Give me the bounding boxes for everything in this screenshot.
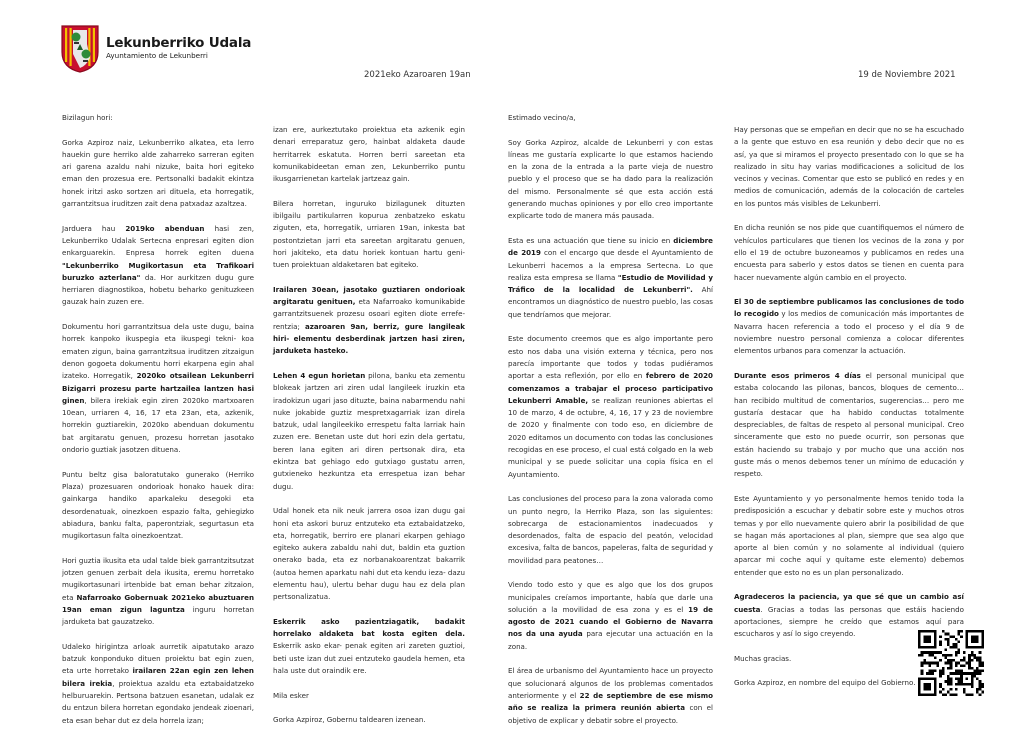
bold-text: Agradeceros la paciencia, ya que sé que un cambio así cuesta [734,592,964,614]
text-run: pilona, banku eta zementu blokeak jartzen ari ziren udal langileek iruzkin eta iradokizun ugari jaso dituzte, baina nabarmendu nahi nuke jokabide guztiz mespretxagarriak izan direla batzuk, udal langileekiko errespetu falta larriak hain zuzen ere. Benetan uste dut hori ezin dela gertatu, beren lana egiten ari diren pertsonak dira, eta ekintza bat gehiago edo gutxiago gustatu arren, gutxieneko hezkuntza eta errespetua izan behar dugu. [273,370,465,491]
text-run: Eskerrik asko ekar- penak egiten ari zareten guztioi, beti uste izan dut zuei entzuteko gaudela hemen, eta hala uste dut oraindik ere. [273,641,465,676]
qr-module [968,664,971,667]
qr-module [939,651,942,654]
qr-module [958,670,961,673]
qr-module [955,670,958,673]
text-run: Hori guztia ikusita eta udal talde biek garrantzitsutzat jotzen genuen zerbait dela ikusita, eremu horretako mugikortasunari irtenbide bat eman behar zitzaion, eta [62,555,254,602]
paragraph [273,370,465,493]
paragraph: Este Ayuntamiento y yo personalmente hemos tenido toda la predisposición a escuchar y debatir sobre este y muchos otros temas y por ello nuevamente quiero abrir la posibilidad de que se hagan más aportaciones al plan, siempre que sea algo que aporte al bien común y no solamente al individual (quiero aparcar mi coche aquí y quítame este elemento) debemos entender que esto no es un plan personalizado. [734,493,964,577]
qr-module [931,672,934,675]
qr-module [955,643,958,646]
qr-module [952,659,955,662]
qr-module [979,672,982,675]
qr-module [926,651,929,654]
bold-text: azaroaren 9an, berriz, gure langileak hiri- elementu desberdinak jartzen hasi ziren, jarduketa hasteko. [273,321,465,356]
qr-module [981,683,984,686]
qr-module [944,654,947,657]
bold-text: 2020ko otsailean Lekunberri Bizigarri prozesu parte hartzailea lantzen hasi ginen [62,371,254,405]
qr-module [976,672,979,675]
qr-module [942,630,945,633]
qr-module [979,693,982,696]
qr-module [979,662,982,665]
qr-module [936,662,939,665]
qr-module [944,693,947,696]
qr-module [958,680,961,683]
qr-module [939,672,942,675]
bold-text: El 30 de septiembre publicamos las conclusiones de todo lo recogido [734,297,964,319]
qr-module [939,670,942,673]
qr-module [926,662,929,665]
text-run: El área de urbanismo del Ayuntamiento hace un proyecto que solucionará algunos de los problemas comentados anteriormente y el [508,666,713,700]
qr-module [955,638,958,641]
qr-module [923,662,926,665]
qr-module [971,654,974,657]
bold-text: febrero de 2020 comenzamos a trabajar el proceso participativo Lekunberri Amable, [508,371,713,405]
paragraph [62,555,254,629]
qr-module [966,693,969,696]
qr-module [971,667,974,670]
text-run: con el objetivo de explicar y debatir sobre el proyecto. [508,703,713,725]
qr-module [939,685,942,688]
qr-module [963,656,966,659]
qr-module [921,670,924,673]
qr-module [942,693,945,696]
qr-module [947,662,950,665]
qr-module [979,670,982,673]
qr-module [942,670,945,673]
qr-module [947,678,950,681]
org-subtitle: Ayuntamiento de Lekunberri [106,51,208,60]
qr-module [921,651,924,654]
qr-module [979,659,982,662]
text-run: el personal municipal que estaba colocando las pilonas, bancos, bloques de cemento… han recibido multitud de comentarios, sugerencias… pero me gustaría destacar que ha habido conductas totalmente despreciables, de faltas de respeto al personal municipal. Creo sinceramente que esto no puede ocurrir, son personas que están haciendo su trabajo y por mucho que una acción nos guste más o menos debemos tener un mínimo de educación y respeto. [734,370,965,479]
qr-module [929,672,932,675]
qr-module [947,659,950,662]
paragraph [734,296,964,357]
qr-module [950,635,953,638]
qr-module [934,651,937,654]
qr-module [981,670,984,673]
spanish-letter-column-1 [508,112,713,739]
paragraph: En dicha reunión se nos pide que cuantifiquemos el número de vehículos particulares que tienen los vecinos de la zona y por ello el 19 de octubre buzoneamos y publicamos en redes una encuesta para saberlo y estos datos se tienen en cuenta para hacer nuevamente algún cambio en el proyecto. [734,223,964,282]
qr-module [939,691,942,694]
paragraph: Las conclusiones del proceso para la zona valorada como un punto negro, la Herriko Plaza, son las siguientes: sobrecarga de estacionamientos inadecuados y desordenados, falta de espacio del peatón, velocidad excesiva, falta de bancos, papeleras, falta de seguridad y movilidad para peatones… [508,494,714,565]
qr-module [942,667,945,670]
qr-module [973,656,976,659]
qr-module [979,651,982,654]
qr-module [944,656,947,659]
qr-module [931,654,934,657]
text-run: hasi zen, Lekunberriko Udalak Sertecna enpresari egiten dion enkarguarekin. Enpresa horrek egiten duena [62,223,255,258]
qr-module [979,685,982,688]
qr-module [939,683,942,686]
qr-module [934,670,937,673]
qr-module [944,662,947,665]
qr-module [929,664,932,667]
qr-module [931,651,934,654]
qr-module [976,691,979,694]
qr-module [958,651,961,654]
text-run: para ejecutar una actuación en la zona. [508,629,713,651]
qr-module [955,664,958,667]
qr-module [976,688,979,691]
qr-module [960,630,963,633]
text-run: da. Hor aurkitzen dugu gure herriaren diagnostikoa, hobetu beharko genituzkeen gauzak hain zuzen ere. [62,272,255,307]
qr-module [926,672,929,675]
paragraph: Bilera horretan, inguruko bizilagunek dituzten ibilgailu partikularren kopurua zenbatzeko eskatu ziguten, eta, horregatik, urriaren 19an, inkesta bat postontzietan jarri eta sareetan argitaratu genuen, hori jakiteko, eta datu horiek kontuan hartu geni- tuen proiektuan aldaketaren bat egiteko. [273,198,465,270]
qr-module [950,654,953,657]
qr-module [971,693,974,696]
qr-module [968,662,971,665]
text-run: Dokumentu hori garrantzitsua dela uste dugu, baina horrek kanpoko ikuspegia eta ikuspegi tekni- koa ematen zigun, baina garrantzitsua iruditzen zitzaigun denon gogoeta dokumentu horri ekarpena egin ahal izateko. Horregatik, [62,322,254,381]
paragraph [508,235,713,321]
qr-module [947,633,950,636]
qr-module [960,635,963,638]
qr-module [942,654,945,657]
paragraph: Hay personas que se empeñan en decir que no se ha escuchado a la gente que estuvo en esa reunión y debo decir que no es así, ya que si miramos el proyecto presentado con lo que se ha realizado in situ hay varias modificaciones a solicitud de los vecinos y vecinas. Comentar que esto se publicó en redes y en medios de comunicación, además de la colocación de carteles en los puntos más visibles de Lekunberri. [734,125,964,208]
qr-module [950,678,953,681]
qr-module [947,680,950,683]
qr-module [968,659,971,662]
qr-module [918,654,921,657]
qr-code-icon[interactable] [918,630,984,696]
qr-module [973,672,976,675]
paragraph: Soy Gorka Azpiroz, alcalde de Lekunberri y con estas líneas me gustaría explicarte lo que estamos haciendo en la zona de la entrada a la parte vieja de nuestro pueblo y el proceso que se ha dado para la realización del mismo. Personalmente sé que esta acción está generando muchas opiniones y por ello creo importante explicarte todo de manera más pausada. [508,137,713,221]
bold-text: "Lekunberriko Mugikortasun eta Trafikoari buruzko azterlana" [62,260,254,282]
paragraph: izan ere, aurkeztutako proiektua eta azkenik egin denari erreparatuz gero, hainbat aldaketa daude herritarrek eskatuta. Horren berri sareetan eta komunikabideetan eman zen, Lekunberriko puntu ikusgarrienetan kartelak jartzeaz gain. [273,125,465,184]
qr-module [971,659,974,662]
paragraph: Gorka Azpiroz naiz, Lekunberriko alkatea, eta lerro hauekin gure herriko alde zaharreko sarreran egiten ari garena azaldu nahi nizuke, baita hori egiteko eman den prozesua ere. Pertsonalki badakit ekintza honek iritzi asko sortzen ari dituela, eta horregatik, garrantzitsua iruditzen zait dena patxadaz azaltzea. [62,137,254,209]
qr-module [960,659,963,662]
text-run: Este documento creemos que es algo importante pero esto nos daba una visión externa y técnica, pero nos parecía importante que todos y todas pudiéramos aportar a esta reflexión, por ello en [508,334,713,381]
qr-module [934,656,937,659]
bold-text: Lehen 4 egun horietan [273,370,366,380]
paragraph [273,616,465,677]
qr-module [955,646,958,649]
qr-module [963,691,966,694]
qr-module [976,659,979,662]
qr-module [934,662,937,665]
qr-module [929,654,932,657]
qr-module [944,648,947,651]
qr-module [952,693,955,696]
qr-module [963,664,966,667]
qr-module [971,685,974,688]
qr-module [963,659,966,662]
greeting: Estimado vecino/a, [508,113,576,122]
qr-module [971,651,974,654]
qr-module [929,651,932,654]
org-name: Lekunberriko Udala [106,35,252,51]
qr-module [976,656,979,659]
qr-module [976,678,979,681]
paragraph [508,333,713,481]
qr-module [939,641,942,644]
date-basque: 2021eko Azaroaren 19an [364,70,471,80]
qr-module [936,651,939,654]
qr-module [968,654,971,657]
qr-module [923,683,931,691]
bold-text: Nafarroako Gobernuak 2021eko abuztuaren 19an eman zigun laguntza [62,592,255,614]
greeting: Bizilagun hori: [62,113,113,122]
qr-module [960,664,963,667]
qr-module [947,691,950,694]
paragraph [62,321,254,456]
text-run: Jarduera hau [62,223,126,233]
bold-text: Durante esos primeros 4 días [734,370,861,380]
qr-module [947,667,950,670]
qr-module [958,630,961,633]
qr-module [960,670,963,673]
qr-module [952,635,955,638]
date-spanish: 19 de Noviembre 2021 [858,70,956,80]
qr-module [955,678,958,681]
qr-module [923,635,931,643]
qr-module [958,641,961,644]
qr-module [966,662,969,665]
qr-module [971,635,979,643]
paragraph [734,370,964,481]
text-run: se realizan reuniones abiertas el 10 de marzo, 4 de octubre, 4, 16, 17 y 23 de noviembre de 2020 y finalmente con todo eso, en diciembre de 2020 editamos un documento con todas las conclusiones recogidas en ese proceso, el cual está colgado en la web municipal y se puede solicitar una copia física en el Ayuntamiento. [508,395,713,479]
qr-module [955,654,958,657]
qr-module [921,654,924,657]
text-run: inguru horretan jarduketa bat gauzatzeko. [62,604,254,627]
text-run: , proiektua azaldu eta eztabaidatzeko helburuarekin. Pertsona batzuen esanetan, udalak ez du entzun bilera horretan egondako jendeak zioenari, eta esan behar dut ez dela horrela izan; [62,678,255,725]
text-run: Ahí encontramos un diagnóstico de nuestro pueblo, las cosas que tendríamos que mejorar. [508,285,713,319]
qr-module [958,683,961,686]
qr-module [950,680,953,683]
bold-text: "Estudio de Movilidad y Tráfico de la localidad de Lekunberri". [508,272,713,295]
qr-module [976,670,979,673]
qr-module [973,675,976,678]
qr-module [981,685,984,688]
qr-module [939,675,942,678]
qr-module [958,672,961,675]
qr-module [979,680,982,683]
text-run: eta Nafarroako komunikabide garrantzitsuenek prozesu osoari egiten diote errefe- rentzia; [273,297,465,331]
text-run: Viendo todo esto y que es algo que los dos grupos municipales creíamos importante, había que darle una solución a la movilidad de esa zona y es el [508,580,713,614]
paragraph: Udal honek eta nik neuk jarrera osoa izan dugu gai honi eta askori buruz entzuteko eta eztabaidatzeko, eta, horregatik, berriro ere planari ekarpen gehiago egiteko aukera zabaldu nahi dut, baldin eta guztion onerako bada, eta ez norbanakoarentzat bakarrik (autoa hemen aparkatu nahi dut eta kendu ieza- dazu elementu hau), ulertu behar dugu hau ez dela plan pertsonalizatua. [273,506,465,602]
qr-module [923,659,926,662]
qr-module [921,664,924,667]
bold-text: 22 de septiembre de ese mismo año se realiza la primera reunión abierta [508,690,713,713]
qr-module [931,662,934,665]
bold-text: diciembre de 2019 [508,235,713,258]
qr-module [963,688,966,691]
qr-module [947,638,950,641]
bold-text: 19 de agosto de 2021 cuando el Gobierno de Navarra nos da una ayuda [508,604,713,639]
bold-text: 2019ko abenduan [125,223,205,233]
qr-module [963,651,966,654]
bold-text: Irailaren 30ean, jasotako guztiaren ondorioak argitaratu genituen, [273,284,465,307]
qr-module [952,646,955,649]
qr-module [952,643,955,646]
qr-module [976,667,979,670]
paragraph: Puntu beltz gisa baloratutako gunerako (Herriko Plaza) prozesuaren ondorioak honako hauek dira: gainkarga handiko aparkaleku desegoki eta desordenatuak, oinezkoen espazio falta, gehiegizko abiadura, banku falta, paperontziak, segurtasun eta mugikortasun falta oinezkoentzat. [62,469,254,541]
qr-module [952,672,955,675]
qr-module [944,633,947,636]
closing: Mila esker [273,690,309,700]
qr-module [931,670,934,673]
signature: Gorka Azpiroz, en nombre del equipo del Gobierno. [734,678,916,688]
qr-module [944,680,947,683]
qr-module [979,683,982,686]
qr-module [947,654,950,657]
text-run: Udaleko hirigintza arloak aurretik aipatutako arazo batzuk konponduko dituen proiektu bat egin zuen, eta urte horretako [62,641,254,676]
qr-module [929,670,932,673]
qr-module [955,662,958,665]
spanish-letter-column-2 [734,124,964,702]
text-run: Esta es una actuación que tiene su inicio en [508,235,674,245]
qr-module [921,672,924,675]
text-run: con el encargo que desde el Ayuntamiento de Lekunberri hacemos a la empresa Sertecna. Lo que realiza esta empresa se llama [508,248,713,282]
text-run: . Gracias a todas las personas que estáis haciendo aportaciones, siempre he creído que estamos aquí para escucharos y así lo sigo creyendo. [734,604,964,639]
organization-brand [106,36,251,60]
qr-module [947,641,950,644]
paragraph [62,223,254,309]
text-run: , bilera irekiak egin ziren 2020ko martxoaren 10ean, urriaren 4, 16, 17 eta 23an, eta, azkenik, horrekin guztiarekin, 2020ko abenduan dokumentu bat argitaratu genuen, prozesu horretan jasotako ondorio guztiak jasotzen dituena. [62,395,254,455]
qr-module [968,693,971,696]
paragraph [508,665,713,726]
qr-module [973,654,976,657]
qr-module [923,651,926,654]
qr-module [950,688,953,691]
bold-text: irailaren 22an egin zen lehen bilera irekia [62,666,254,688]
qr-module [947,683,950,686]
qr-module [939,635,942,638]
qr-module [979,688,982,691]
qr-module [936,664,939,667]
qr-module [944,638,947,641]
qr-module [950,659,953,662]
basque-letter-column-2 [273,124,465,739]
qr-module [939,659,942,662]
qr-module [955,651,958,654]
qr-module [973,670,976,673]
qr-module [950,667,953,670]
qr-module [947,675,950,678]
qr-module [955,693,958,696]
qr-module [958,662,961,665]
qr-module [958,648,961,651]
qr-module [958,678,961,681]
paragraph [62,641,254,727]
qr-module [942,688,945,691]
paragraph [273,284,465,358]
qr-module [968,656,971,659]
qr-module [950,693,953,696]
qr-module [947,643,950,646]
qr-module [979,656,982,659]
qr-module [942,672,945,675]
qr-module [929,662,932,665]
qr-module [939,643,942,646]
qr-module [921,662,924,665]
basque-letter-column-1 [62,112,254,739]
qr-module [950,646,953,649]
qr-module [955,688,958,691]
text-run: y los medios de comunicación más importantes de Navarra hacen referencia a todo el proceso y el día 9 de noviembre nuestro personal comienza a colocar diferentes elementos urbanos para comenzar la actuación. [734,309,965,356]
coat-of-arms-icon [60,24,100,74]
bold-text: Eskerrik asko pazientziagatik, badakit horrelako aldaketa bat kosta egiten dela. [273,616,465,639]
qr-module [958,633,961,636]
qr-module [950,664,953,667]
paragraph [508,579,713,653]
qr-module [981,662,984,665]
qr-module [950,672,953,675]
closing: Muchas gracias. [734,653,792,663]
qr-module [955,683,958,686]
qr-module [981,664,984,667]
qr-module [981,691,984,694]
qr-module [966,678,969,681]
qr-module [955,672,958,675]
qr-module [950,662,953,665]
qr-module [968,667,971,670]
qr-module [979,664,982,667]
qr-module [950,683,953,686]
signature: Gorka Azpiroz, Gobernu taldearen izenean. [273,715,426,725]
